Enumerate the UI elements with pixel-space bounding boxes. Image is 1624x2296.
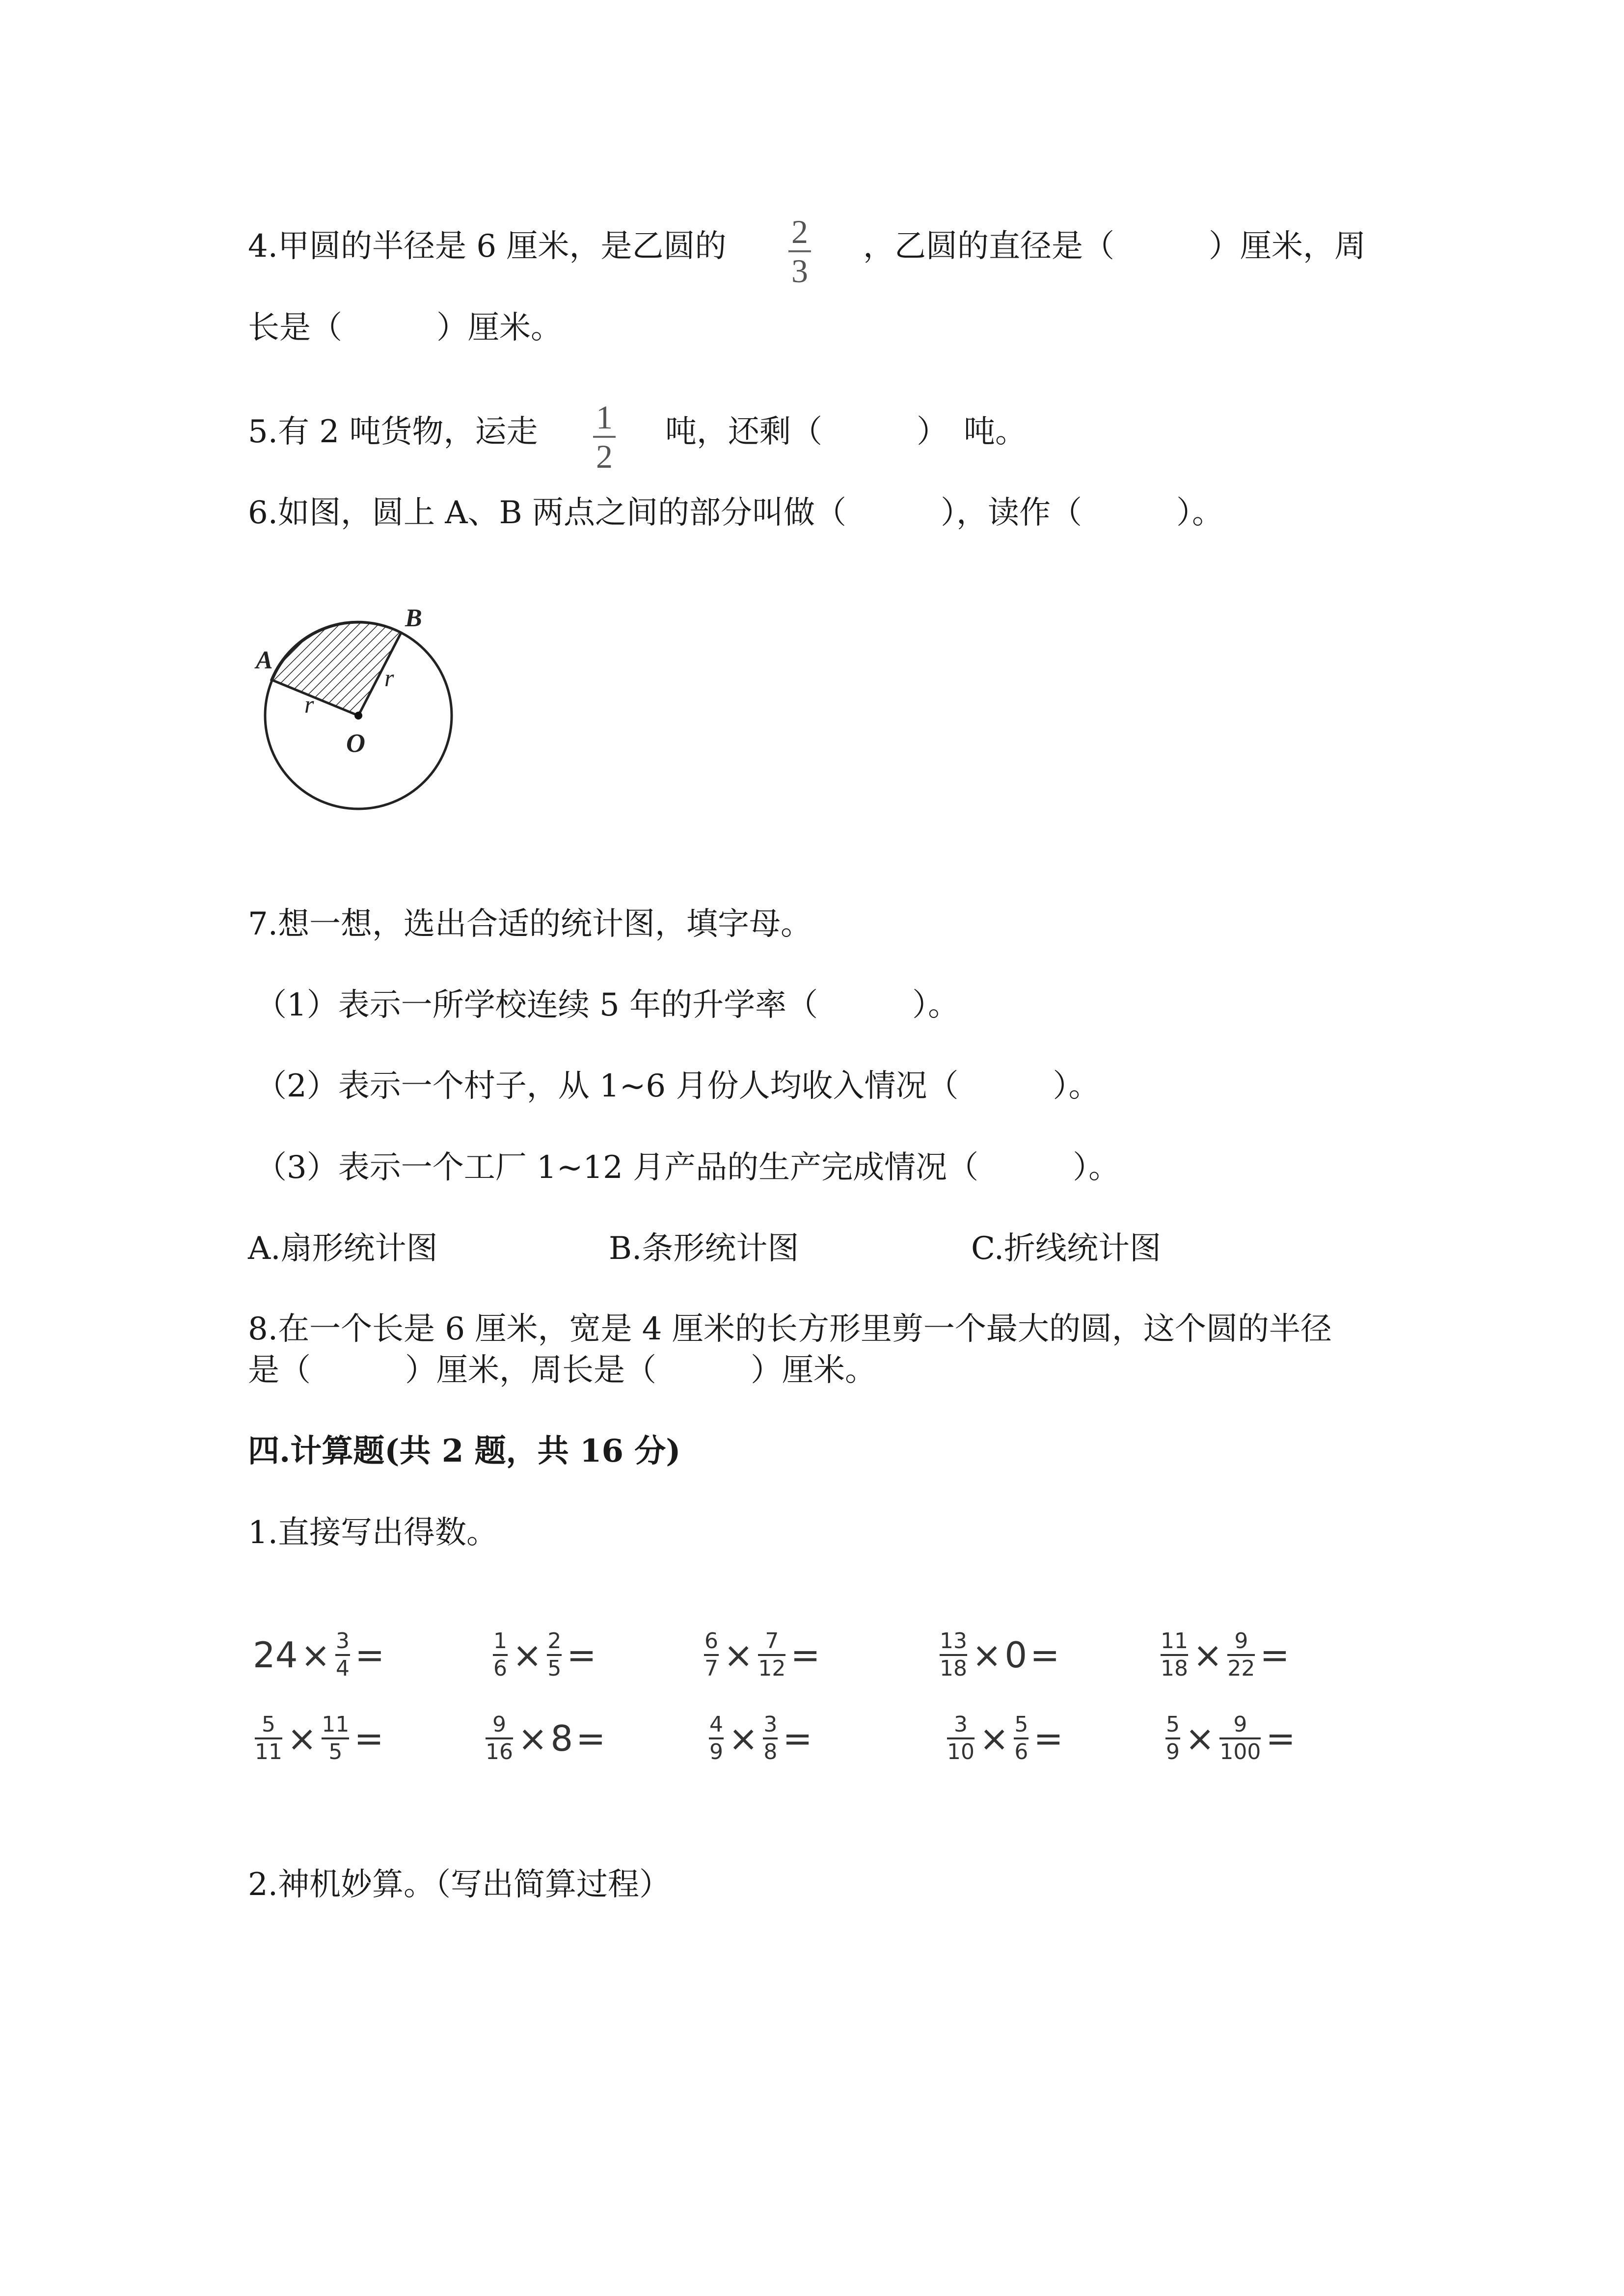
q7-item-2: （2）表示一个村子，从 1~6 月份人均收入情况（ ）。 bbox=[255, 1068, 1100, 1104]
times-sign: × bbox=[513, 1634, 542, 1676]
calc-item bbox=[253, 1629, 387, 1681]
calc-integer: 0 bbox=[1004, 1634, 1028, 1676]
calc-integer: 8 bbox=[550, 1718, 573, 1759]
equals-sign: = bbox=[354, 1718, 384, 1759]
calc-item bbox=[707, 1713, 815, 1764]
circle-sector-figure bbox=[248, 599, 474, 825]
q7-item-1: （1）表示一所学校连续 5 年的升学率（ ）。 bbox=[255, 987, 960, 1023]
q5-text-part2: 吨，还剩（ ） 吨。 bbox=[665, 414, 1027, 450]
calc-item bbox=[484, 1713, 608, 1764]
calc-fraction: 9 100 bbox=[1219, 1712, 1261, 1764]
calc-fraction: 3 8 bbox=[763, 1712, 778, 1764]
q7-option-c: C.折线统计图 bbox=[971, 1230, 1162, 1267]
q5-text-part1: 5.有 2 吨货物，运走 bbox=[248, 414, 538, 450]
times-sign: × bbox=[1185, 1718, 1215, 1759]
calc-fraction: 11 5 bbox=[322, 1712, 350, 1764]
calc-item bbox=[945, 1713, 1066, 1764]
calc-fraction: 9 16 bbox=[486, 1712, 513, 1764]
times-sign: × bbox=[518, 1718, 548, 1759]
q5-fraction bbox=[593, 400, 616, 474]
center-point bbox=[354, 712, 362, 720]
calc-fraction: 3 10 bbox=[947, 1712, 974, 1764]
calc-item bbox=[253, 1713, 387, 1764]
section-4-heading: 四.计算题(共 2 题，共 16 分) bbox=[248, 1433, 681, 1469]
calc-item bbox=[1159, 1629, 1293, 1681]
q8-line1: 8.在一个长是 6 厘米，宽是 4 厘米的长方形里剪一个最大的圆，这个圆的半径 bbox=[248, 1311, 1332, 1347]
calc-fraction: 6 7 bbox=[704, 1629, 718, 1681]
calc-fraction: 7 12 bbox=[758, 1629, 786, 1681]
calc-fraction: 3 4 bbox=[335, 1629, 350, 1681]
q6-text: 6.如图，圆上 A、B 两点之间的部分叫做（ ），读作（ ）。 bbox=[248, 495, 1223, 531]
times-sign: × bbox=[300, 1634, 330, 1676]
q4-fraction-numerator: 2 bbox=[791, 213, 808, 250]
times-sign: × bbox=[979, 1718, 1009, 1759]
calc-fraction: 1 6 bbox=[493, 1629, 507, 1681]
equals-sign: = bbox=[1030, 1634, 1060, 1676]
section-4-q1: 1.直接写出得数。 bbox=[248, 1515, 498, 1551]
calc-item bbox=[938, 1629, 1062, 1681]
equals-sign: = bbox=[576, 1718, 606, 1759]
q4-line1-part2: ，乙圆的直径是（ ）厘米，周 bbox=[863, 228, 1366, 265]
label-r-right: r bbox=[384, 664, 394, 692]
q7-title: 7.想一想，选出合适的统计图，填字母。 bbox=[248, 906, 812, 942]
label-r-left: r bbox=[304, 691, 314, 718]
calc-fraction: 5 6 bbox=[1014, 1712, 1029, 1764]
q4-line2: 长是（ ）厘米。 bbox=[248, 310, 562, 346]
q5-fraction-denominator: 2 bbox=[596, 438, 613, 475]
q4-fraction bbox=[788, 214, 811, 289]
calc-fraction: 2 5 bbox=[547, 1629, 562, 1681]
section-4-q2: 2.神机妙算。（写出简算过程） bbox=[248, 1867, 671, 1903]
q5-fraction-numerator: 1 bbox=[596, 399, 613, 436]
equals-sign: = bbox=[567, 1634, 596, 1676]
equals-sign: = bbox=[354, 1634, 385, 1676]
q8-line2: 是（ ）厘米，周长是（ ）厘米。 bbox=[248, 1352, 876, 1388]
label-a: A bbox=[256, 646, 273, 674]
calc-item bbox=[702, 1629, 823, 1681]
q4-line1-part1: 4.甲圆的半径是 6 厘米，是乙圆的 bbox=[248, 228, 727, 265]
equals-sign: = bbox=[790, 1634, 820, 1676]
q7-option-a: A.扇形统计图 bbox=[248, 1230, 438, 1267]
calc-fraction: 11 18 bbox=[1161, 1629, 1188, 1681]
equals-sign: = bbox=[1260, 1634, 1290, 1676]
calc-item bbox=[491, 1629, 599, 1681]
q7-item-3: （3）表示一个工厂 1~12 月产品的生产完成情况（ ）。 bbox=[255, 1149, 1120, 1186]
calc-item bbox=[1164, 1713, 1299, 1764]
calc-fraction: 5 11 bbox=[255, 1712, 282, 1764]
q7-option-b: B.条形统计图 bbox=[609, 1230, 799, 1267]
times-sign: × bbox=[1193, 1634, 1223, 1676]
calc-fraction: 5 9 bbox=[1166, 1712, 1180, 1764]
calc-integer: 24 bbox=[253, 1634, 298, 1676]
calc-fraction: 4 9 bbox=[709, 1712, 723, 1764]
label-o: O bbox=[346, 728, 365, 758]
calc-fraction: 13 18 bbox=[940, 1629, 967, 1681]
times-sign: × bbox=[729, 1718, 758, 1759]
times-sign: × bbox=[287, 1718, 317, 1759]
times-sign: × bbox=[972, 1634, 1002, 1676]
equals-sign: = bbox=[783, 1718, 812, 1759]
label-b: B bbox=[405, 604, 422, 632]
equals-sign: = bbox=[1033, 1718, 1063, 1759]
times-sign: × bbox=[724, 1634, 754, 1676]
calc-fraction: 9 22 bbox=[1227, 1629, 1255, 1681]
q4-fraction-denominator: 3 bbox=[791, 252, 808, 290]
sector-shaded bbox=[271, 622, 401, 716]
equals-sign: = bbox=[1266, 1718, 1296, 1759]
